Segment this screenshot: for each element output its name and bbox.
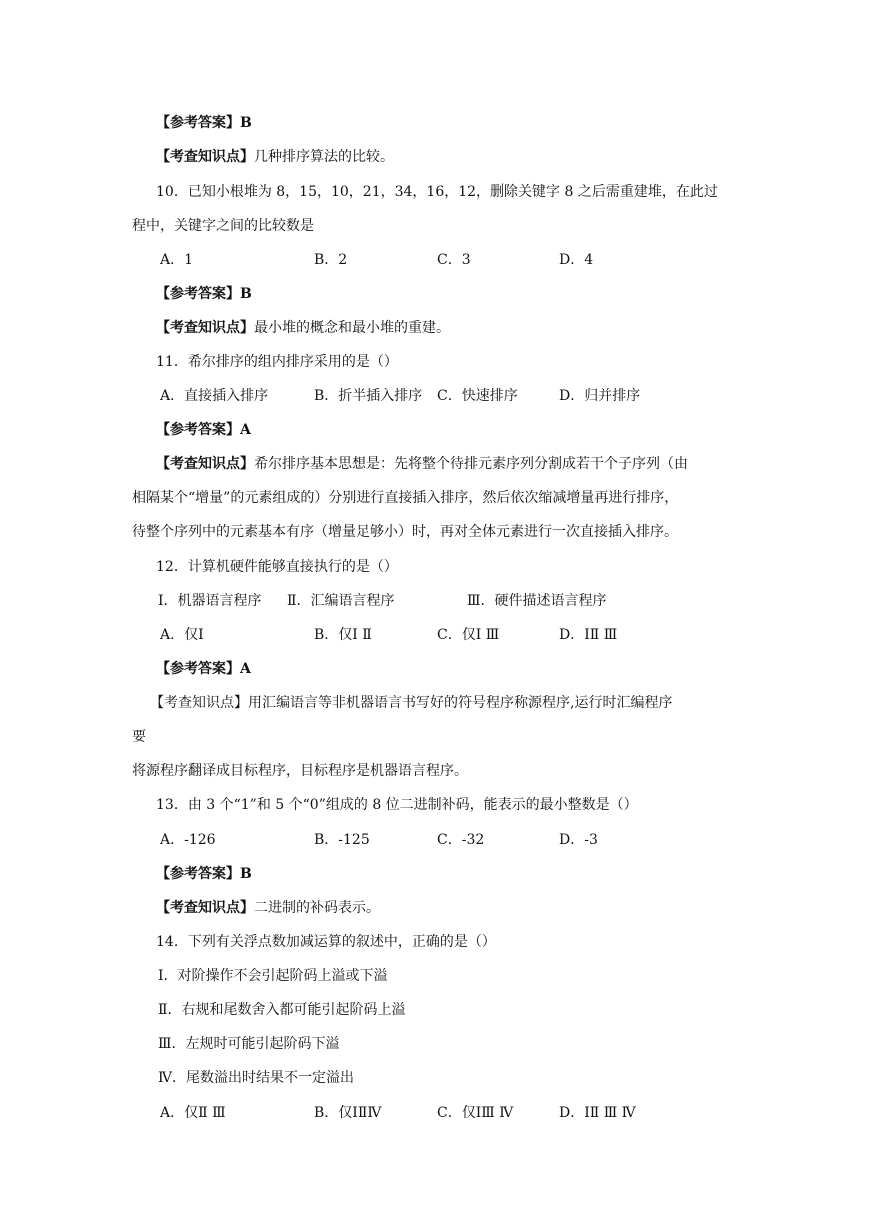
answer-value: A — [240, 422, 251, 438]
question-13: 13．由 3 个“1”和 5 个“0”组成的 8 位二进制补码，能表示的最小整数是（） — [156, 797, 638, 813]
knowledge-text: 最小堆的概念和最小堆的重建。 — [254, 320, 450, 336]
knowledge-label: 【考查知识点】 — [156, 149, 254, 165]
option-d: D．-3 — [559, 832, 598, 848]
option-b: B．2 — [314, 252, 348, 268]
option-a: A．-126 — [160, 832, 216, 848]
knowledge-text: 几种排序算法的比较。 — [254, 149, 394, 165]
knowledge-label: 【考查知识点】 — [156, 320, 254, 336]
option-b: B．折半插入排序 — [314, 388, 423, 404]
answer-line — [156, 113, 252, 133]
question-10-cont: 程中，关键字之间的比较数是 — [132, 218, 314, 234]
answer-value: A — [240, 661, 251, 677]
option-c: C．仅Ⅰ Ⅲ — [437, 627, 500, 643]
knowledge-label: 【考查知识点】 — [156, 900, 254, 916]
option-b: B．-125 — [314, 832, 370, 848]
option-c: C．仅ⅠⅢ Ⅳ — [437, 1105, 514, 1121]
answer-label: 【参考答案】 — [156, 286, 240, 302]
option-d: D．4 — [559, 252, 594, 268]
statement-iii: Ⅲ．左规时可能引起阶码下溢 — [158, 1036, 340, 1052]
answer-value: B — [240, 286, 252, 302]
knowledge-text-cont: 要 — [132, 729, 146, 745]
option-d: D．ⅠⅡ Ⅲ — [559, 627, 618, 643]
answer-label: 【参考答案】 — [156, 661, 240, 677]
answer-label: 【参考答案】 — [156, 866, 240, 882]
knowledge-text-cont: 将源程序翻译成目标程序，目标程序是机器语言程序。 — [132, 763, 468, 779]
knowledge-text: 二进制的补码表示。 — [254, 900, 380, 916]
question-14: 14．下列有关浮点数加减运算的叙述中，正确的是（） — [156, 934, 496, 950]
answer-line — [156, 864, 252, 884]
knowledge-line — [156, 898, 380, 918]
item-iii: Ⅲ．硬件描述语言程序 — [467, 593, 607, 609]
answer-value: B — [240, 115, 252, 131]
item-i: Ⅰ．机器语言程序 — [158, 593, 262, 609]
statement-iv: Ⅳ．尾数溢出时结果不一定溢出 — [158, 1070, 354, 1086]
question-10: 10．已知小根堆为 8，15，10，21，34，16，12，删除关键字 8 之后需重建堆，在此过 — [156, 184, 718, 200]
knowledge-line — [156, 318, 450, 338]
answer-line — [156, 659, 251, 679]
knowledge-text-cont: 相隔某个“增量”的元素组成的）分别进行直接插入排序，然后依次缩减增量再进行排序， — [132, 490, 679, 506]
option-b: B．仅ⅠⅡⅣ — [314, 1105, 382, 1121]
option-d: D．ⅠⅡ Ⅲ Ⅳ — [559, 1105, 636, 1121]
knowledge-line — [156, 454, 688, 474]
knowledge-line-plain: 【考查知识点】用汇编语言等非机器语言书写好的符号程序称源程序,运行时汇编程序 — [150, 695, 673, 711]
option-c: C．快速排序 — [437, 388, 518, 404]
knowledge-line — [156, 147, 394, 167]
option-d: D．归并排序 — [559, 388, 641, 404]
knowledge-text-cont: 待整个序列中的元素基本有序（增量足够小）时，再对全体元素进行一次直接插入排序。 — [132, 524, 678, 540]
answer-line — [156, 420, 251, 440]
answer-label: 【参考答案】 — [156, 115, 240, 131]
statement-i: Ⅰ．对阶操作不会引起阶码上溢或下溢 — [158, 968, 388, 984]
question-12: 12．计算机硬件能够直接执行的是（） — [156, 559, 398, 575]
knowledge-label: 【考查知识点】 — [156, 456, 254, 472]
item-ii: Ⅱ．汇编语言程序 — [287, 593, 395, 609]
answer-label: 【参考答案】 — [156, 422, 240, 438]
answer-line — [156, 284, 252, 304]
option-c: C．3 — [437, 252, 471, 268]
answer-value: B — [240, 866, 252, 882]
option-b: B．仅Ⅰ Ⅱ — [314, 627, 372, 643]
statement-ii: Ⅱ．右规和尾数舍入都可能引起阶码上溢 — [158, 1002, 406, 1018]
question-11: 11．希尔排序的组内排序采用的是（） — [156, 354, 398, 370]
option-c: C．-32 — [437, 832, 485, 848]
option-a: A．1 — [160, 252, 194, 268]
knowledge-text: 希尔排序基本思想是：先将整个待排元素序列分割成若干个子序列（由 — [254, 456, 688, 472]
option-a: A．仅Ⅱ Ⅲ — [160, 1105, 226, 1121]
option-a: A．直接插入排序 — [160, 388, 269, 404]
option-a: A．仅Ⅰ — [160, 627, 204, 643]
